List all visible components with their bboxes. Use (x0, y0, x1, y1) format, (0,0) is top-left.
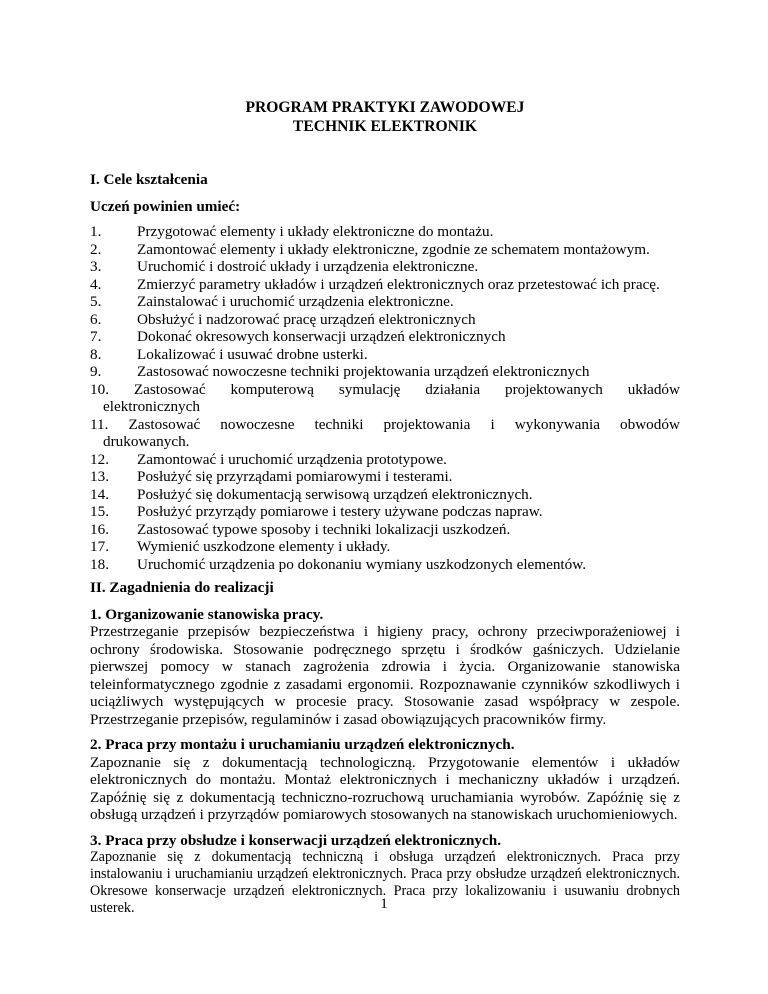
list-item-text: Przygotować elementy i układy elektroniczne do montażu. (137, 223, 494, 240)
list-item-number: 4. (90, 275, 102, 293)
list-item-word: symulację (338, 380, 401, 398)
document-title-line1: PROGRAM PRAKTYKI ZAWODOWEJ (245, 99, 525, 116)
list-item-text: Dokonać okresowych konserwacji urządzeń elektronicznych (137, 328, 506, 345)
list-item (90, 328, 680, 346)
topic1-text: Przestrzeganie przepisów bezpieczeństwa i higieny pracy, ochrony przeciwporażeniowej i ochrony środowiska. Stosowanie podręcznego sprzętu i środków gaśniczych. Udzielanie pierwszej pomocy w stanach zagrożenia zdrowia i życia. Organizowanie stanowiska teleinformatycznego zgodnie z zasadami ergonomii. Rozpoznawanie czynników szkodliwych i uciążliwych występujących w procesie pracy. Stosowanie zasad współpracy w zespole. Przestrzeganie przepisów, regulaminów i zasad obowiązujących pracowników firmy. (90, 623, 680, 728)
list-item-text-continued: drukowanych. (103, 433, 190, 450)
page-number: 1 (380, 896, 388, 912)
list-item-text: Zastosować nowoczesne techniki projektowania urządzeń elektronicznych (137, 363, 590, 380)
list-item (90, 346, 680, 364)
topic2-text: Zapoznanie się z dokumentacją technologiczną. Przygotowanie elementów i układów elektronicznych do montażu. Montaż elektronicznych i mechaniczny układów i urządzeń. Zapóźnię się z dokumentacją techniczno-rozruchową uruchamiania wyrobów. Zapóźnię się z obsługą urządzeń i przyrządów pomiarowych stosowanych na stanowiskach uruchomieniowych. (90, 753, 680, 823)
list-item-text: Posłużyć się przyrządami pomiarowymi i testerami. (137, 468, 453, 485)
list-item-number: 10. (90, 380, 109, 398)
list-item-number: 16. (90, 520, 109, 538)
section-heading-goals: I. Cele kształcenia (90, 171, 208, 188)
list-item-text: Zamontować i uruchomić urządzenia prototypowe. (137, 450, 447, 468)
list-item-text: Posłużyć przyrządy pomiarowe i testery używane podczas napraw. (137, 503, 543, 520)
list-item-number: 7. (90, 328, 102, 345)
list-item-word: techniki (314, 415, 364, 433)
list-item (90, 293, 680, 311)
list-item-word: nowoczesne (220, 415, 295, 433)
list-item-number: 12. (90, 450, 109, 468)
list-item (90, 311, 680, 329)
list-item-text: Zainstalować i uruchomić urządzenia elektroniczne. (137, 293, 454, 310)
section-heading-topics: II. Zagadnienia do realizacji (90, 579, 274, 596)
list-item (90, 503, 680, 521)
list-item (90, 258, 680, 276)
list-item (90, 538, 680, 556)
list-item-text: Zastosować typowe sposoby i techniki lokalizacji uszkodzeń. (137, 520, 511, 538)
list-item-number: 6. (90, 310, 102, 328)
list-item (90, 223, 680, 241)
list-item-word: komputerową (230, 380, 314, 398)
list-item-text: Uruchomić i dostroić układy i urządzenia elektroniczne. (137, 258, 479, 275)
list-item-number: 18. (90, 555, 109, 573)
goals-list (90, 223, 680, 573)
list-item-line (90, 416, 680, 434)
document-page (90, 98, 680, 917)
list-item-word: układów (627, 380, 680, 398)
topic3-heading: 3. Praca przy obsłudze i konserwacji urządzeń elektronicznych. (90, 831, 501, 849)
list-item (90, 363, 680, 381)
subheading-student-should: Uczeń powinien umieć: (90, 197, 241, 215)
list-item-number: 13. (90, 468, 109, 485)
list-item-number: 8. (90, 345, 102, 363)
list-item-text: Uruchomić urządzenia po dokonaniu wymiany uszkodzonych elementów. (137, 555, 587, 573)
list-item-number: 11. (90, 415, 109, 433)
list-item-text: Posłużyć się dokumentacją serwisową urządzeń elektronicznych. (137, 485, 533, 503)
list-item-number: 9. (90, 363, 102, 380)
list-item (90, 486, 680, 504)
list-item-text: Zmierzyć parametry układów i urządzeń elektronicznych oraz przetestować ich pracę. (137, 275, 660, 293)
list-item-word: projektowanych (504, 380, 603, 398)
list-item (90, 276, 680, 294)
document-title-line2: TECHNIK ELEKTRONIK (292, 118, 478, 135)
list-item (90, 451, 680, 469)
list-item (90, 381, 680, 416)
list-item (90, 521, 680, 539)
list-item (90, 241, 680, 259)
list-item-number: 2. (90, 240, 102, 258)
list-item-word: Zastosować (128, 415, 201, 433)
list-item-number: 1. (90, 223, 102, 240)
list-item-number: 5. (90, 293, 102, 310)
topic2-heading: 2. Praca przy montażu i uruchamianiu urządzeń elektronicznych. (90, 736, 515, 753)
list-item-word: projektowania (383, 415, 471, 433)
list-item-text: Zamontować elementy i układy elektroniczne, zgodnie ze schematem montażowym. (137, 240, 650, 258)
list-item-text: Lokalizować i usuwać drobne usterki. (137, 345, 368, 363)
list-item-word: Zastosować (133, 380, 206, 398)
list-item-number: 3. (90, 258, 102, 275)
topic1-heading: 1. Organizowanie stanowiska pracy. (90, 605, 324, 623)
list-item-number: 17. (90, 538, 109, 555)
topic3-text: Zapoznanie się z dokumentacją techniczną i obsługa urządzeń elektronicznych. Praca przy instalowaniu i uruchamianiu urządzeń elektronicznych. Praca przy obsłudze urządzeń elektronicznych. Okresowe konserwacje urządzeń elektronicznych. Praca przy lokalizowaniu i usuwaniu drobnych usterek. (90, 849, 680, 916)
list-item-number: 14. (90, 485, 109, 503)
list-item-word: działania (425, 380, 481, 398)
list-item (90, 468, 680, 486)
list-item-word: wykonywania (514, 415, 600, 433)
list-item-word: obwodów (620, 415, 680, 433)
list-item (90, 556, 680, 574)
list-item-text: Obsłużyć i nadzorować pracę urządzeń elektronicznych (137, 310, 476, 328)
list-item-number: 15. (90, 503, 109, 520)
list-item-word: i (490, 415, 495, 433)
list-item-line (90, 381, 680, 399)
list-item-text: Wymienić uszkodzone elementy i układy. (137, 538, 391, 555)
list-item-text-continued: elektronicznych (103, 398, 200, 415)
list-item (90, 416, 680, 451)
